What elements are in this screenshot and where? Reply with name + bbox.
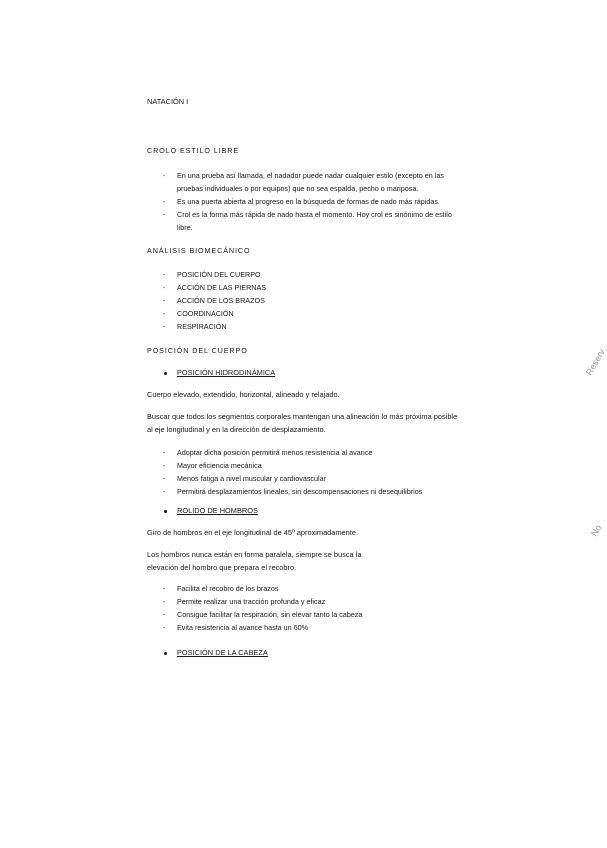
course-header: NATACIÓN I: [147, 97, 189, 106]
dash-bullet: -: [163, 487, 166, 496]
subsection-title-hidrodinamica: POSICIÓN HIDRODINÁMICA: [177, 368, 276, 377]
list-item: Mayor eficiencia mecánica: [177, 461, 262, 470]
paragraph: al eje longitudinal y en la dirección de desplazamiento.: [147, 425, 326, 434]
dash-bullet: -: [163, 296, 166, 305]
dash-bullet: -: [163, 309, 166, 318]
list-item: ACCIÓN DE LOS BRAZOS: [177, 296, 265, 305]
list-item: Permite realizar una tracción profunda y eficaz: [177, 597, 326, 606]
bullet-dot: [164, 652, 167, 655]
list-item: POSICIÓN DEL CUERPO: [177, 270, 261, 279]
section-title-posicion: POSICIÓN DEL CUERPO: [147, 346, 248, 355]
dash-bullet: -: [163, 610, 166, 619]
paragraph: Cuerpo elevado, extendido, horizontal, alineado y relajado.: [147, 390, 340, 399]
paragraph: Los hombros nunca están en forma paralela, siempre se busca la: [147, 550, 362, 559]
list-item: ACCIÓN DE LAS PIERNAS: [177, 283, 267, 292]
bullet-text: Es una puerta abierta al progreso en la búsqueda de formas de nado más rápidas.: [177, 197, 440, 206]
dash-bullet: -: [163, 283, 166, 292]
dash-bullet: -: [163, 210, 166, 219]
section-title-analisis: ANÁLISIS BIOMECÁNICO: [147, 246, 251, 255]
bullet-text: Crol es la forma más rápida de nado hasta el momento. Hoy crol es sinónimo de estilo: [177, 210, 452, 219]
list-item: RESPIRACIÓN: [177, 322, 227, 331]
dash-bullet: -: [163, 171, 166, 180]
bullet-text: pruebas individuales o por equipos) que no sea espalda, pecho o mariposa.: [177, 184, 419, 193]
section-title-crol: CROLO ESTILO LIBRE: [147, 146, 240, 155]
list-item: Adoptar dicha posición permitirá menos resistencia al avance: [177, 448, 373, 457]
list-item: Evita resistencia al avance hasta un 60%: [177, 623, 309, 632]
paragraph: Giro de hombros en el eje longitudinal de 45º aproximadamente.: [147, 528, 358, 537]
list-item: Consigue facilitar la respiración, sin elevar tanto la cabeza: [177, 610, 363, 619]
paragraph: Buscar que todos los segmentos corporales mantengan una alineación lo más próxima posible: [147, 412, 458, 421]
bullet-dot: [164, 372, 167, 375]
dash-bullet: -: [163, 623, 166, 632]
dash-bullet: -: [163, 270, 166, 279]
dash-bullet: -: [163, 322, 166, 331]
list-item: COORDINACIÓN: [177, 309, 234, 318]
dash-bullet: -: [163, 584, 166, 593]
bullet-dot: [164, 510, 167, 513]
subsection-title-cabeza: POSICIÓN DE LA CABEZA: [177, 648, 268, 657]
bullet-text: En una prueba así llamada, el nadador puede nadar cualquier estilo (excepto en las: [177, 171, 444, 180]
list-item: Permitirá desplazamientos lineales, sin descompensaciones ni desequilibrios: [177, 487, 423, 496]
dash-bullet: -: [163, 448, 166, 457]
list-item: Menos fatiga a nivel muscular y cardiovascular: [177, 474, 327, 483]
watermark-text: Reserv: [584, 347, 607, 377]
dash-bullet: -: [163, 461, 166, 470]
dash-bullet: -: [163, 474, 166, 483]
dash-bullet: -: [163, 197, 166, 206]
paragraph: elevación del hombro que prepara el recobro.: [147, 563, 297, 572]
bullet-text: libre.: [177, 223, 193, 232]
dash-bullet: -: [163, 597, 166, 606]
subsection-title-rolido: ROLIDO DE HOMBROS: [177, 506, 258, 515]
watermark-text: No: [589, 523, 604, 538]
list-item: Facilita el recobro de los brazos: [177, 584, 279, 593]
